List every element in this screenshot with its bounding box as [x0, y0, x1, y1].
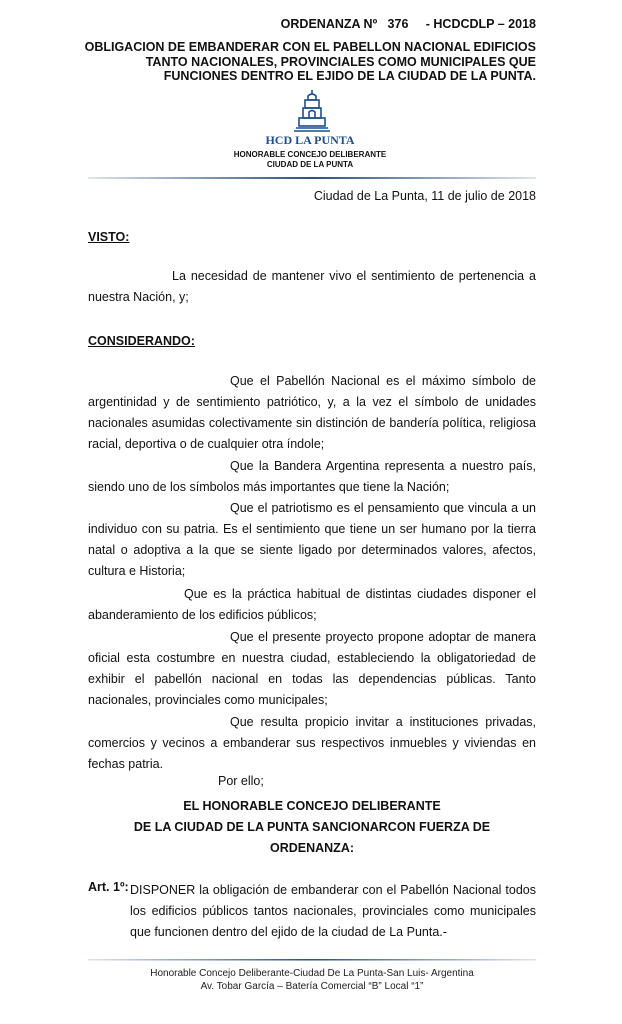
document-date: Ciudad de La Punta, 11 de julio de 2018 [313, 189, 536, 203]
article-text: DISPONER la obligación de embanderar con el Pabellón Nacional todos los edificios públicos tantos nacionales, provinciales como municipales que funcionen dentro del ejido de la ciudad de La Punta.- [130, 883, 536, 939]
visto-text: La necesidad de mantener vivo el sentimiento de pertenencia a nuestra Nación, y; [88, 269, 536, 304]
ordinance-number: ORDENANZA Nº 376 - HCDCDLP – 2018 [280, 17, 536, 31]
considerando-paragraph: Que el presente proyecto propone adoptar de manera oficial esta costumbre en nuestra ciudad, estableciendo la obligatoriedad de exhibir el pabellón nacional en todas las dependencias públicas. Tanto nacionales, provinciales como municipales; [88, 630, 536, 707]
council-line: CIUDAD DE LA PUNTA [266, 160, 354, 169]
footer-divider [88, 958, 536, 962]
considerando-paragraph: Que el Pabellón Nacional es el máximo símbolo de argentinidad y de sentimiento patriótico, y, a la vez el símbolo de unidades nacionales asumidas colectivamente sin distinción de bandería política, religiosa racial, deportiva o de cualquier otra índole; [88, 374, 536, 451]
logo-text: HCD LA PUNTA [265, 133, 355, 147]
considerando-heading: CONSIDERANDO: [88, 334, 195, 348]
title-line: FUNCIONES DENTRO EL EJIDO DE LA CIUDAD DE LA PUNTA. [163, 69, 536, 83]
sanction-line: EL HONORABLE CONCEJO DELIBERANTE [183, 799, 441, 813]
header-divider [88, 175, 536, 181]
title-line: OBLIGACION DE EMBANDERAR CON EL PABELLON NACIONAL EDIFICIOS [84, 40, 536, 54]
footer-line: Honorable Concejo Deliberante-Ciudad De La Punta-San Luis- Argentina [150, 968, 474, 979]
considerando-paragraph: Que resulta propicio invitar a instituciones privadas, comercios y vecinos a embanderar sus respectivos inmuebles y viviendas en fechas patria. [88, 715, 536, 771]
footer [88, 967, 536, 993]
visto-heading: VISTO: [88, 230, 130, 244]
ordinance-title [80, 40, 536, 84]
title-line: TANTO NACIONALES, PROVINCIALES COMO MUNICIPALES QUE [145, 54, 536, 69]
considerando-paragraph: Que la Bandera Argentina representa a nuestro país, siendo uno de los símbolos más importantes que tiene la Nación; [88, 459, 536, 494]
sanction-line: DE LA CIUDAD DE LA PUNTA SANCIONARCON FUERZA DE [133, 820, 491, 834]
footer-line: Av. Tobar García – Batería Comercial “B” Local “1” [200, 981, 424, 992]
considerando-paragraph: Que es la práctica habitual de distintas ciudades disponer el abanderamiento de los edificios públicos; [88, 587, 536, 622]
sanction-line: ORDENANZA: [269, 841, 355, 855]
por-ello-text: Por ello; [218, 774, 264, 788]
article-label: Art. 1º: [88, 880, 129, 894]
council-name [230, 150, 390, 170]
council-line: HONORABLE CONCEJO DELIBERANTE [233, 150, 387, 159]
considerando-paragraph: Que el patriotismo es el pensamiento que vincula a un individuo con su patria. Es el sentimiento que tiene un ser humano por la tierra natal o adoptiva a la que se siente ligado por determinados valores, afectos, cultura e Historia; [88, 501, 536, 578]
building-logo-icon [292, 88, 332, 134]
